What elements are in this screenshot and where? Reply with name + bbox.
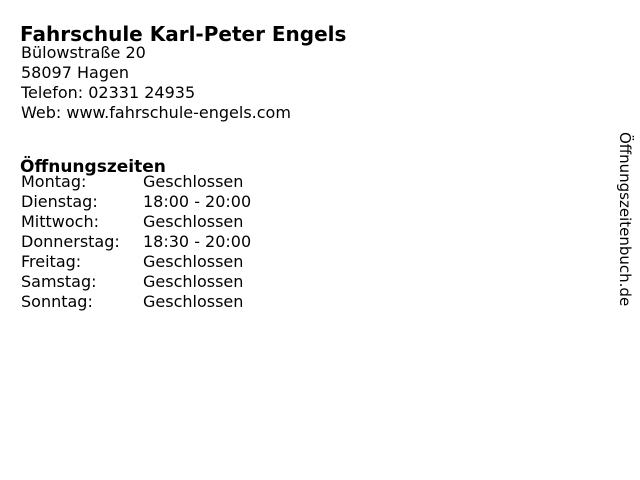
phone-line (21, 83, 291, 103)
page-title: Fahrschule Karl-Peter Engels (20, 22, 347, 47)
phone-number: 02331 24935 (88, 83, 196, 102)
hours-value: 18:00 - 20:00 (143, 192, 252, 211)
address-street: Bülowstraße 20 (21, 43, 146, 62)
hours-row-monday (21, 172, 251, 192)
hours-value: Geschlossen (143, 212, 244, 231)
hours-row-friday (21, 252, 251, 272)
day-label: Sonntag: (21, 292, 93, 311)
hours-value: Geschlossen (143, 272, 244, 291)
opening-hours-table (21, 172, 251, 312)
day-label: Mittwoch: (21, 212, 99, 231)
day-label: Dienstag: (21, 192, 98, 211)
hours-value: Geschlossen (143, 172, 244, 191)
day-label: Donnerstag: (21, 232, 120, 251)
hours-row-tuesday (21, 192, 251, 212)
oeffnungszeitenbuch-watermark-link[interactable]: Öffnungszeitenbuch.de (616, 132, 634, 307)
hours-value: Geschlossen (143, 252, 244, 271)
web-label: Web: (21, 103, 62, 122)
hours-row-wednesday (21, 212, 251, 232)
phone-label: Telefon: (21, 83, 84, 102)
web-line (21, 103, 291, 123)
hours-row-thursday (21, 232, 251, 252)
hours-value: Geschlossen (143, 292, 244, 311)
website-link[interactable]: www.fahrschule-engels.com (66, 103, 291, 122)
day-label: Freitag: (21, 252, 82, 271)
address-city: 58097 Hagen (21, 63, 129, 82)
contact-block (21, 43, 291, 123)
day-label: Samstag: (21, 272, 97, 291)
opening-hours-heading: Öffnungszeiten (20, 157, 166, 178)
day-label: Montag: (21, 172, 87, 191)
hours-row-saturday (21, 272, 251, 292)
hours-value: 18:30 - 20:00 (143, 232, 252, 251)
hours-row-sunday (21, 292, 251, 312)
